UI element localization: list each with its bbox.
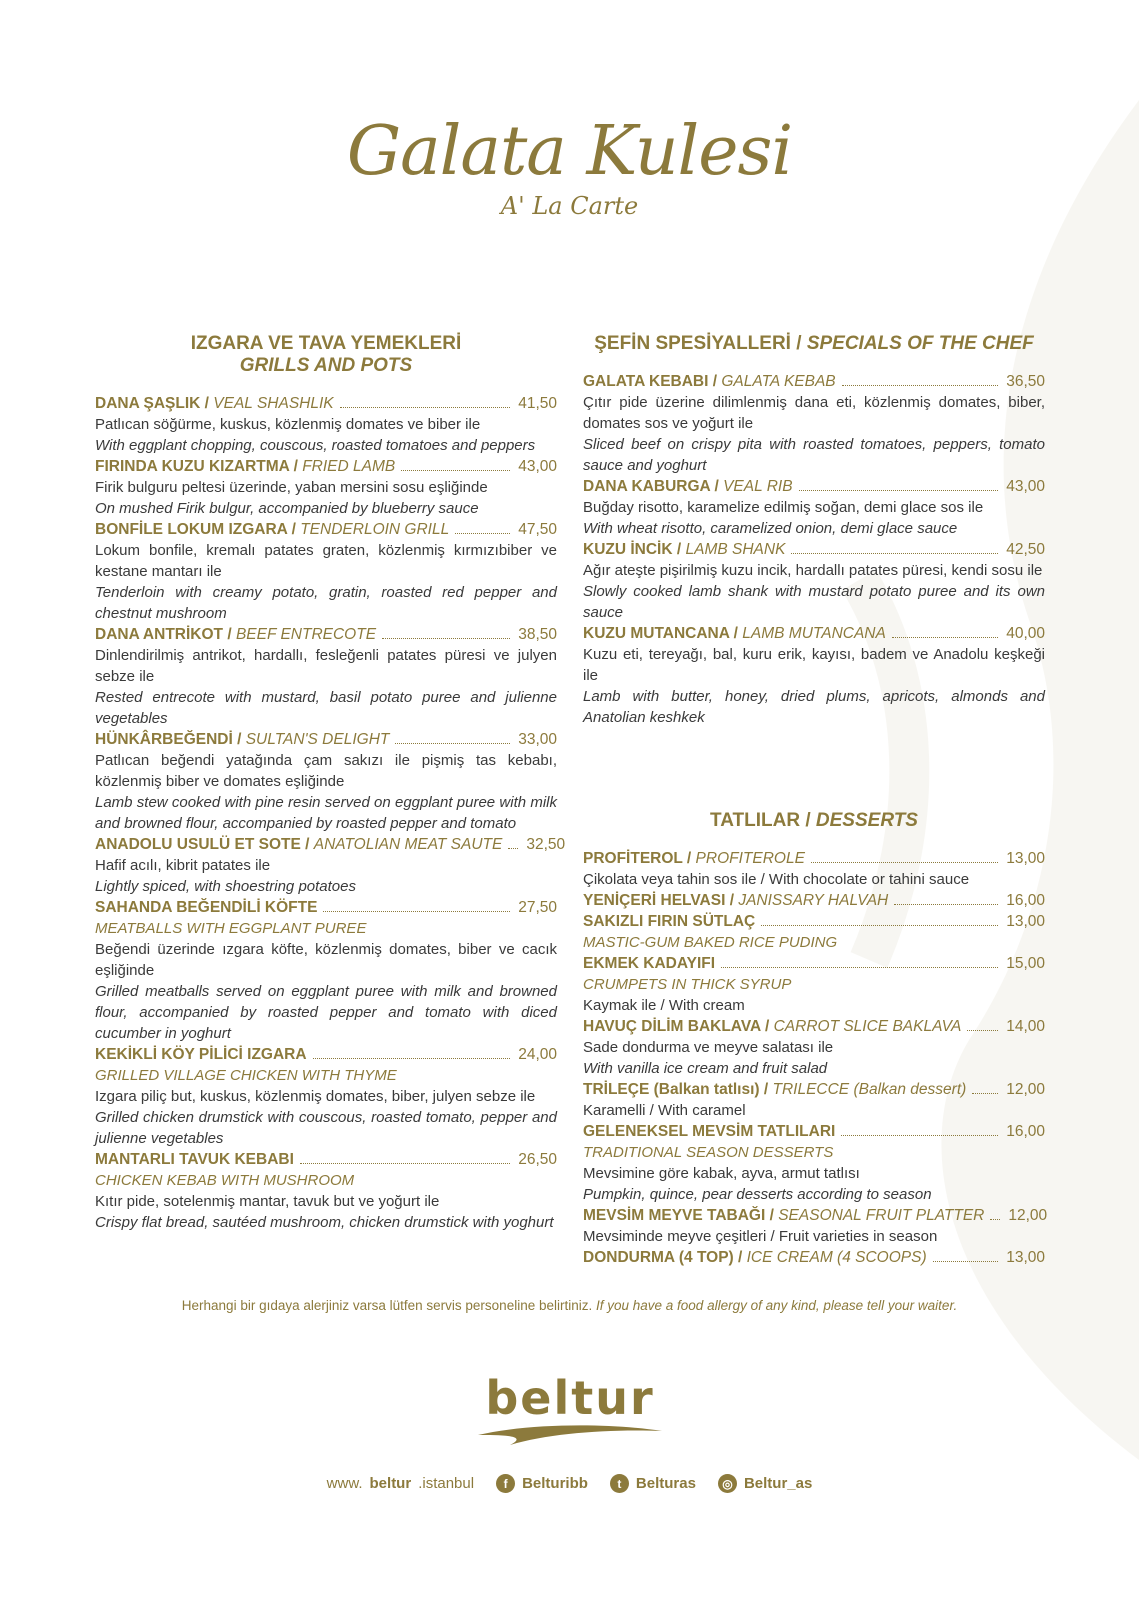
- chef-item-list: [583, 371, 1045, 728]
- menu-item: [583, 890, 1045, 911]
- menu-item-price: 13,00: [1006, 1249, 1045, 1266]
- menu-item-price: 32,50: [526, 836, 566, 853]
- menu-item-header: [583, 890, 1045, 911]
- menu-item-name: [95, 393, 334, 414]
- menu-item-name: [583, 911, 755, 932]
- menu-item-price: 26,50: [518, 1151, 557, 1168]
- menu-item: [95, 624, 557, 729]
- beltur-logo-text: beltur: [485, 1371, 655, 1425]
- menu-item-description-en: Lightly spiced, with shoestring potatoes: [95, 878, 356, 895]
- menu-item: [583, 539, 1045, 623]
- menu-item-name-tr: FIRINDA KUZU KIZARTMA: [95, 458, 290, 475]
- website-prefix: www.: [326, 1475, 363, 1492]
- menu-item-description: Lokum bonfile, kremalı patates graten, közlenmiş kırmızıbiber ve kestane mantarı ile: [95, 542, 557, 580]
- menu-item: [583, 911, 1045, 953]
- menu-item-header: [95, 393, 557, 414]
- menu-item: [95, 834, 566, 897]
- menu-item-description: Beğendi üzerinde ızgara köfte, közlenmiş domates, biber ve cacık eşliğinde: [95, 941, 557, 979]
- twitter-link[interactable]: [610, 1474, 696, 1493]
- menu-item-price: 41,50: [518, 395, 557, 412]
- logo-swoosh-icon: [470, 1421, 670, 1449]
- instagram-icon: ◎: [718, 1474, 737, 1493]
- menu-item-name-tr: KEKİKLİ KÖY PİLİCİ IZGARA: [95, 1046, 307, 1063]
- menu-item-price: 33,00: [518, 731, 557, 748]
- menu-item-name: [583, 1016, 961, 1037]
- menu-item-subtitle-en: MEATBALLS WITH EGGPLANT PUREE: [95, 920, 367, 937]
- menu-item-name-sep: /: [232, 731, 246, 748]
- menu-item-description-en: Grilled chicken drumstick with couscous, roasted tomato, pepper and julienne vegetables: [95, 1109, 557, 1147]
- dot-leader: [972, 1093, 998, 1094]
- menu-item-header: [95, 729, 557, 750]
- menu-item-header: [583, 1016, 1045, 1037]
- menu-item: [583, 1205, 1048, 1247]
- menu-item-subtitle-en: MASTIC-GUM BAKED RICE PUDING: [583, 934, 838, 951]
- menu-item: [95, 897, 557, 1044]
- menu-item-name-sep: /: [708, 373, 722, 390]
- dot-leader: [799, 490, 999, 491]
- menu-item-name: [95, 1149, 294, 1170]
- menu-item-description: Karamelli / With caramel: [583, 1102, 746, 1119]
- menu-item-header: [583, 371, 1045, 392]
- menu-item-price: 47,50: [518, 521, 557, 538]
- website-suffix: .istanbul: [418, 1475, 475, 1492]
- menu-item: [583, 623, 1045, 728]
- menu-item-description-en: Rested entrecote with mustard, basil potato puree and julienne vegetables: [95, 689, 557, 727]
- menu-item: [583, 1121, 1045, 1205]
- menu-item-description: Mevsiminde meyve çeşitleri / Fruit varieties in season: [583, 1228, 938, 1245]
- menu-item-description: Ağır ateşte pişirilmiş kuzu incik, hardallı patates püresi, kendi sosu ile: [583, 562, 1043, 579]
- menu-item-name-en: FRIED LAMB: [302, 458, 396, 475]
- menu-item-header: [95, 897, 557, 918]
- menu-item-price: 14,00: [1006, 1018, 1045, 1035]
- menu-item-subtitle-en: CRUMPETS IN THICK SYRUP: [583, 976, 792, 993]
- dot-leader: [841, 1135, 998, 1136]
- menu-item-name: [95, 456, 395, 477]
- menu-item-name-sep: /: [733, 1249, 747, 1266]
- menu-item-name: [95, 834, 502, 855]
- menu-item-header: [583, 911, 1045, 932]
- menu-item-name: [583, 848, 805, 869]
- menu-item-name-sep: /: [289, 458, 303, 475]
- menu-item: [95, 456, 557, 519]
- menu-item-header: [583, 539, 1045, 560]
- menu-item: [95, 1149, 557, 1233]
- menu-item-price: 27,50: [518, 899, 557, 916]
- menu-item-header: [583, 953, 1045, 974]
- dot-leader: [761, 925, 998, 926]
- menu-item-name-en: SEASONAL FRUIT PLATTER: [778, 1207, 985, 1224]
- chef-header-sep: /: [790, 333, 807, 354]
- dot-leader: [990, 1219, 1000, 1220]
- menu-item-name-tr: KUZU MUTANCANA: [583, 625, 730, 642]
- menu-item: [583, 1247, 1045, 1268]
- dessert-section-header: [583, 810, 1045, 832]
- grills-section-header: [95, 333, 557, 377]
- facebook-link[interactable]: [496, 1474, 588, 1493]
- menu-item-name-sep: /: [672, 541, 686, 558]
- menu-item-description: Izgara piliç but, kuskus, közlenmiş domates, biber, julyen sebze ile: [95, 1088, 536, 1105]
- menu-item-description: Buğday risotto, karamelize edilmiş soğan, demi glace sos ile: [583, 499, 984, 516]
- menu-item-description: Kaymak ile / With cream: [583, 997, 745, 1014]
- menu-item-name: [583, 476, 793, 497]
- menu-item-header: [583, 476, 1045, 497]
- menu-item-description: Kuzu eti, tereyağı, bal, kuru erik, kayısı, badem ve Anadolu keşkeği ile: [583, 646, 1045, 684]
- menu-item-price: 13,00: [1006, 913, 1045, 930]
- menu-item-description: Sade dondurma ve meyve salatası ile: [583, 1039, 834, 1056]
- brand-title: Galata Kulesi: [346, 112, 793, 191]
- menu-item: [583, 953, 1045, 1016]
- menu-item-header: [583, 1121, 1045, 1142]
- menu-item-name-tr: ANADOLU USULÜ ET SOTE: [95, 836, 301, 853]
- menu-item-header: [95, 1149, 557, 1170]
- menu-item-name: [95, 519, 449, 540]
- dot-leader: [313, 1058, 511, 1059]
- dot-leader: [894, 904, 998, 905]
- menu-item-name-sep: /: [300, 836, 314, 853]
- menu-item-name: [583, 371, 836, 392]
- dot-leader: [721, 967, 998, 968]
- menu-item-name-tr: DANA KABURGA: [583, 478, 711, 495]
- menu-item-name-en: TENDERLOIN GRILL: [300, 521, 450, 538]
- menu-item: [583, 371, 1045, 476]
- menu-item-name: [583, 1079, 966, 1100]
- dot-leader: [842, 385, 999, 386]
- menu-item: [95, 729, 557, 834]
- menu-item-description: Patlıcan söğürme, kuskus, közlenmiş domates ve biber ile: [95, 416, 481, 433]
- menu-item-name-tr: SAHANDA BEĞENDİLİ KÖFTE: [95, 899, 318, 916]
- menu-item-price: 36,50: [1006, 373, 1045, 390]
- menu-item-description: Çikolata veya tahin sos ile / With chocolate or tahini sauce: [583, 871, 970, 888]
- menu-item-subtitle-en: CHICKEN KEBAB WITH MUSHROOM: [95, 1172, 355, 1189]
- beltur-logo: [470, 1371, 670, 1455]
- dot-leader: [508, 848, 518, 849]
- menu-item-price: 16,00: [1006, 892, 1045, 909]
- facebook-icon: f: [496, 1474, 515, 1493]
- menu-item-price: 12,00: [1008, 1207, 1048, 1224]
- menu-item-description: Patlıcan beğendi yatağında çam sakızı ile pişmiş tas kebabı, közlenmiş biber ve domates eşliğinde: [95, 752, 557, 790]
- dot-leader: [791, 553, 998, 554]
- instagram-link[interactable]: [718, 1474, 812, 1493]
- menu-item-name-tr: GALATA KEBABI: [583, 373, 709, 390]
- grills-item-list: [95, 393, 566, 1233]
- website-link[interactable]: [327, 1474, 474, 1493]
- dot-leader: [892, 637, 998, 638]
- menu-item-header: [95, 456, 557, 477]
- menu-item-name-tr: DONDURMA (4 TOP): [583, 1249, 734, 1266]
- menu-item-description: Mevsimine göre kabak, ayva, armut tatlısı: [583, 1165, 860, 1182]
- menu-item-header: [95, 1044, 557, 1065]
- brand-header: [0, 112, 1139, 220]
- website-domain: beltur: [369, 1475, 412, 1492]
- dessert-header-sep: /: [800, 810, 816, 831]
- menu-item-price: 38,50: [518, 626, 557, 643]
- twitter-handle: Belturas: [635, 1475, 696, 1492]
- menu-item-name: [583, 1121, 835, 1142]
- allergy-notice-tr: Herhangi bir gıdaya alerjiniz varsa lütfen servis personeline belirtiniz.: [181, 1298, 596, 1313]
- dot-leader: [323, 911, 510, 912]
- menu-item: [95, 393, 557, 456]
- menu-item-name: [583, 890, 888, 911]
- menu-item-name-sep: /: [287, 521, 301, 538]
- menu-item-name-tr: PROFİTEROL: [583, 850, 683, 867]
- menu-item-name-tr: MEVSİM MEYVE TABAĞI: [583, 1207, 766, 1224]
- menu-item-description-en: Lamb with butter, honey, dried plums, apricots, almonds and Anatolian keshkek: [583, 688, 1045, 726]
- menu-item-price: 15,00: [1006, 955, 1045, 972]
- dessert-item-list: [583, 848, 1048, 1268]
- menu-item-name-sep: /: [765, 1207, 779, 1224]
- menu-item-name-en: PROFITEROLE: [695, 850, 805, 867]
- menu-item: [583, 476, 1045, 539]
- menu-item-name-en: LAMB SHANK: [685, 541, 786, 558]
- menu-item-name-en: CARROT SLICE BAKLAVA: [773, 1018, 962, 1035]
- grills-header-tr: IZGARA VE TAVA YEMEKLERİ: [190, 333, 462, 354]
- menu-item-name-en: BEEF ENTRECOTE: [235, 626, 377, 643]
- menu-item-description-en: Tenderloin with creamy potato, gratin, roasted red pepper and chestnut mushroom: [95, 584, 557, 622]
- grills-section: [95, 333, 566, 1233]
- menu-item-description-en: Grilled meatballs served on eggplant puree with milk and browned flour, accompanied by roasted pepper and tomato with diced cucumber in yoghurt: [95, 983, 557, 1042]
- menu-item-name-en: ICE CREAM (4 SCOOPS): [746, 1249, 927, 1266]
- chef-header-tr: ŞEFİN SPESİYALLERİ: [594, 333, 791, 354]
- menu-item-name-tr: KUZU İNCİK: [583, 541, 673, 558]
- menu-item-price: 40,00: [1006, 625, 1045, 642]
- menu-item: [95, 1044, 557, 1149]
- menu-item-name-tr: HAVUÇ DİLİM BAKLAVA: [583, 1018, 761, 1035]
- menu-item-name-tr: DANA ŞAŞLIK: [95, 395, 201, 412]
- menu-item-name: [583, 953, 715, 974]
- menu-item-name-sep: /: [760, 1018, 774, 1035]
- menu-item-name-sep: /: [710, 478, 724, 495]
- brand-subtitle: A' La Carte: [500, 192, 639, 220]
- menu-item-name-tr: GELENEKSEL MEVSİM TATLILARI: [583, 1123, 836, 1140]
- menu-item-name-tr: MANTARLI TAVUK KEBABI: [95, 1151, 294, 1168]
- menu-item-name-tr: YENİÇERİ HELVASI: [583, 892, 726, 909]
- menu-item-description: Firik bulguru peltesi üzerinde, yaban mersini sosu eşliğinde: [95, 479, 488, 496]
- menu-item-name-tr: BONFİLE LOKUM IZGARA: [95, 521, 288, 538]
- menu-item-name-sep: /: [223, 626, 236, 643]
- instagram-handle: Beltur_as: [743, 1475, 813, 1492]
- menu-item: [583, 1079, 1045, 1121]
- menu-item-name-en: VEAL RIB: [723, 478, 793, 495]
- menu-item-description-en: Pumpkin, quince, pear desserts according to season: [583, 1186, 932, 1203]
- menu-item-description-en: On mushed Firik bulgur, accompanied by blueberry sauce: [95, 500, 479, 517]
- menu-item-name-tr: DANA ANTRİKOT: [95, 626, 224, 643]
- menu-item-header: [95, 519, 557, 540]
- dessert-header-tr: TATLILAR: [710, 810, 801, 831]
- menu-item-price: 43,00: [1006, 478, 1045, 495]
- menu-item-header: [583, 848, 1045, 869]
- menu-item-subtitle-en: TRADITIONAL SEASON DESSERTS: [583, 1144, 834, 1161]
- menu-item-name: [95, 1044, 307, 1065]
- dot-leader: [401, 470, 510, 471]
- menu-item-name-sep: /: [759, 1081, 773, 1098]
- menu-item-description-en: Lamb stew cooked with pine resin served on eggplant puree with milk and browned flour, accompanied by roasted pepper and tomato: [95, 794, 557, 832]
- menu-item-description: Çıtır pide üzerine dilimlenmiş dana eti, közlenmiş domates, biber, domates sos ve yoğurt ile: [583, 394, 1045, 432]
- menu-item-description-en: With wheat risotto, caramelized onion, demi glace sauce: [583, 520, 958, 537]
- menu-item-description-en: Slowly cooked lamb shank with mustard potato puree and its own sauce: [583, 583, 1045, 621]
- menu-item-description-en: Sliced beef on crispy pita with roasted tomatoes, peppers, tomato sauce and yoghurt: [583, 436, 1045, 474]
- menu-item-description: Hafif acılı, kibrit patates ile: [95, 857, 271, 874]
- dot-leader: [455, 533, 510, 534]
- grills-header-en: GRILLS AND POTS: [239, 355, 413, 376]
- menu-item-name-en: ANATOLIAN MEAT SAUTE: [313, 836, 503, 853]
- menu-item-price: 43,00: [518, 458, 557, 475]
- menu-item-name: [583, 1205, 984, 1226]
- menu-item-header: [95, 624, 557, 645]
- menu-item-description: Dinlendirilmiş antrikot, hardallı, fesleğenli patates püresi ve julyen sebze ile: [95, 647, 557, 685]
- dot-leader: [340, 407, 511, 408]
- menu-item-name-en: GALATA KEBAB: [721, 373, 836, 390]
- menu-item-header: [95, 834, 566, 855]
- dot-leader: [811, 862, 998, 863]
- menu-item-price: 13,00: [1006, 850, 1045, 867]
- menu-item-description: Kıtır pide, sotelenmiş mantar, tavuk but ve yoğurt ile: [95, 1193, 440, 1210]
- menu-item-description-en: With eggplant chopping, couscous, roasted tomatoes and peppers: [95, 437, 536, 454]
- menu-item-name: [583, 1247, 927, 1268]
- menu-item-price: 42,50: [1006, 541, 1045, 558]
- menu-item-name-tr: TRİLEÇE (Balkan tatlısı): [583, 1081, 760, 1098]
- menu-item: [95, 519, 557, 624]
- menu-item-name-tr: HÜNKÂRBEĞENDİ: [95, 731, 233, 748]
- menu-item-name: [583, 539, 785, 560]
- menu-item-price: 24,00: [518, 1046, 557, 1063]
- menu-item-name-tr: EKMEK KADAYIFI: [583, 955, 716, 972]
- menu-item-header: [583, 1247, 1045, 1268]
- dot-leader: [967, 1030, 998, 1031]
- menu-item: [583, 1016, 1045, 1079]
- menu-item-name-en: LAMB MUTANCANA: [742, 625, 886, 642]
- allergy-notice-en: If you have a food allergy of any kind, please tell your waiter.: [595, 1298, 958, 1313]
- menu-item-name-en: SULTAN'S DELIGHT: [245, 731, 390, 748]
- menu-item: [583, 848, 1045, 890]
- twitter-icon: t: [610, 1474, 629, 1493]
- facebook-handle: Belturibb: [522, 1475, 588, 1492]
- menu-item-name-sep: /: [682, 850, 696, 867]
- menu-item-name-en: TRILECCE (Balkan dessert): [772, 1081, 967, 1098]
- menu-item-subtitle-en: GRILLED VILLAGE CHICKEN WITH THYME: [95, 1067, 397, 1084]
- dot-leader: [300, 1163, 510, 1164]
- menu-item-name-sep: /: [729, 625, 743, 642]
- menu-item-name-tr: SAKIZLI FIRIN SÜTLAÇ: [583, 913, 756, 930]
- menu-item-header: [583, 1079, 1045, 1100]
- menu-item-name-sep: /: [200, 395, 214, 412]
- menu-item-name: [95, 624, 376, 645]
- menu-item-description-en: With vanilla ice cream and fruit salad: [583, 1060, 828, 1077]
- menu-item-name: [95, 897, 317, 918]
- dessert-header-en: DESSERTS: [815, 810, 918, 831]
- dot-leader: [382, 638, 510, 639]
- menu-item-name: [95, 729, 389, 750]
- footer-links: [0, 1474, 1139, 1493]
- dot-leader: [395, 743, 510, 744]
- menu-item-name: [583, 623, 886, 644]
- menu-item-header: [583, 623, 1045, 644]
- menu-item-price: 12,00: [1006, 1081, 1045, 1098]
- chef-header-en: SPECIALS OF THE CHEF: [806, 333, 1034, 354]
- allergy-notice: [0, 1298, 1139, 1313]
- chef-section-header: [583, 333, 1045, 355]
- menu-item-name-en: JANISSARY HALVAH: [738, 892, 889, 909]
- dot-leader: [933, 1261, 999, 1262]
- right-column: [583, 333, 1048, 1268]
- menu-item-price: 16,00: [1006, 1123, 1045, 1140]
- menu-item-description-en: Crispy flat bread, sautéed mushroom, chicken drumstick with yoghurt: [95, 1214, 554, 1231]
- menu-item-name-sep: /: [725, 892, 739, 909]
- menu-item-header: [583, 1205, 1048, 1226]
- menu-item-name-en: VEAL SHASHLIK: [213, 395, 334, 412]
